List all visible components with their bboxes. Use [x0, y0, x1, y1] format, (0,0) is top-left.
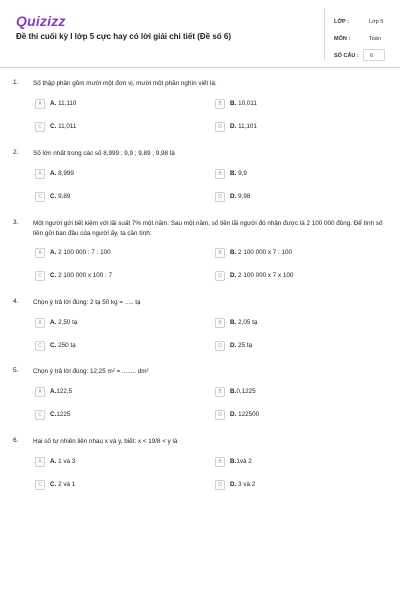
- question-number: 2.: [13, 149, 19, 156]
- option-key: C: [35, 192, 45, 202]
- option-key: A: [35, 169, 45, 179]
- option-key: B: [215, 387, 225, 397]
- option-b[interactable]: [215, 169, 365, 181]
- option-b[interactable]: [215, 99, 365, 111]
- worksheet-header: [0, 0, 400, 68]
- option-text: C. 250 tạ: [50, 342, 76, 349]
- option-text: B. 9,9: [230, 170, 247, 177]
- option-c[interactable]: [35, 341, 185, 353]
- option-a[interactable]: [35, 318, 185, 330]
- option-key: B: [215, 457, 225, 467]
- option-a[interactable]: [35, 169, 185, 181]
- option-text: B. 2 100 000 x 7 : 100: [230, 249, 292, 256]
- question-text: Số lớn nhất trong các số 8,999 ; 9,9 ; 9,89 ; 9,98 là: [33, 150, 175, 157]
- option-c[interactable]: [35, 192, 185, 204]
- meta-row-class: [325, 14, 391, 31]
- option-a[interactable]: [35, 387, 185, 399]
- option-key: D: [215, 122, 225, 132]
- meta-label: SỐ CÂU :: [334, 53, 359, 59]
- option-key: C: [35, 410, 45, 420]
- option-text: D. 25 tạ: [230, 342, 253, 349]
- option-text: C. 2 100 000 x 100 : 7: [50, 272, 112, 279]
- option-key: D: [215, 192, 225, 202]
- option-d[interactable]: [215, 122, 365, 134]
- option-key: A: [35, 457, 45, 467]
- option-d[interactable]: [215, 271, 365, 283]
- option-key: B: [215, 169, 225, 179]
- option-text: D. 11,101: [230, 123, 257, 130]
- question-number: 5.: [13, 367, 19, 374]
- option-b[interactable]: [215, 318, 365, 330]
- question-text: Chọn ý trả lời đúng: 12,25 m² = ........ dm²: [33, 368, 149, 375]
- option-a[interactable]: [35, 457, 185, 469]
- option-key: B: [215, 248, 225, 258]
- question-number: 1.: [13, 79, 19, 86]
- option-text: B.0,1225: [230, 388, 256, 395]
- option-text: A. 11,110: [50, 100, 77, 107]
- option-text: A. 1 và 3: [50, 458, 76, 465]
- meta-row-question-count: [325, 48, 391, 65]
- quizizz-logo: Quizizz: [16, 13, 66, 29]
- option-text: C. 2 và 1: [50, 481, 76, 488]
- option-text: B. 2,05 tạ: [230, 319, 258, 326]
- option-b[interactable]: [215, 457, 365, 469]
- option-a[interactable]: [35, 248, 185, 260]
- option-text: D. 2 100 000 x 7 x 100: [230, 272, 294, 279]
- question-text: Chọn ý trả lời đúng: 2 tạ 50 kg = ..... tạ: [33, 299, 141, 306]
- option-key: C: [35, 480, 45, 490]
- question-number: 3.: [13, 219, 19, 226]
- option-text: C. 11,011: [50, 123, 77, 130]
- option-key: D: [215, 480, 225, 490]
- option-key: C: [35, 271, 45, 281]
- option-text: B.1và 2: [230, 458, 252, 465]
- page-title: Đề thi cuối kỳ I lớp 5 cực hay có lời giải chi tiết (Đề số 6): [16, 32, 231, 41]
- meta-info-box: [324, 8, 390, 60]
- meta-value: Lớp 5: [369, 19, 384, 25]
- option-key: A: [35, 318, 45, 328]
- question-text: Số thập phân gồm mười một đơn vị, mười một phần nghìn viết là:: [33, 80, 217, 87]
- option-text: D. 9,98: [230, 193, 251, 200]
- option-text: A. 2,50 tạ: [50, 319, 78, 326]
- meta-row-subject: [325, 31, 391, 48]
- option-d[interactable]: [215, 192, 365, 204]
- option-key: D: [215, 271, 225, 281]
- option-b[interactable]: [215, 248, 365, 260]
- option-key: A: [35, 248, 45, 258]
- question-number: 4.: [13, 298, 19, 305]
- option-text: C.1225: [50, 411, 71, 418]
- option-b[interactable]: [215, 387, 365, 399]
- option-d[interactable]: [215, 480, 365, 492]
- option-key: B: [215, 318, 225, 328]
- option-key: C: [35, 122, 45, 132]
- meta-label: MÔN :: [334, 36, 351, 42]
- option-c[interactable]: [35, 122, 185, 134]
- option-c[interactable]: [35, 410, 185, 422]
- option-d[interactable]: [215, 410, 365, 422]
- question-text: Một người gửi tiết kiệm với lãi suất 7% một năm. Sau một năm, số tiền lãi người đó nhận được là 2 100 000 đồng. Để tính số tiền gửi ban đầu của người ấy, ta cần tính:: [33, 220, 383, 237]
- option-text: A.122,5: [50, 388, 73, 395]
- option-key: A: [35, 99, 45, 109]
- question-text: Hai số tự nhiên liên nhau x và y, biết: x < 19/8 < y là: [33, 438, 178, 445]
- option-d[interactable]: [215, 341, 365, 353]
- option-text: D. 3 và 2: [230, 481, 256, 488]
- option-text: B. 10,011: [230, 100, 257, 107]
- meta-value: 6: [363, 49, 385, 61]
- option-key: A: [35, 387, 45, 397]
- option-key: D: [215, 410, 225, 420]
- meta-value: Toán: [369, 36, 381, 42]
- option-text: C. 9,89: [50, 193, 71, 200]
- option-text: A. 2 100 000 : 7 : 100: [50, 249, 111, 256]
- option-c[interactable]: [35, 480, 185, 492]
- question-number: 6.: [13, 437, 19, 444]
- option-key: B: [215, 99, 225, 109]
- option-text: A. 8,999: [50, 170, 74, 177]
- option-key: C: [35, 341, 45, 351]
- option-key: D: [215, 341, 225, 351]
- option-c[interactable]: [35, 271, 185, 283]
- option-a[interactable]: [35, 99, 185, 111]
- option-text: D. 122500: [230, 411, 260, 418]
- meta-label: LỚP :: [334, 19, 349, 25]
